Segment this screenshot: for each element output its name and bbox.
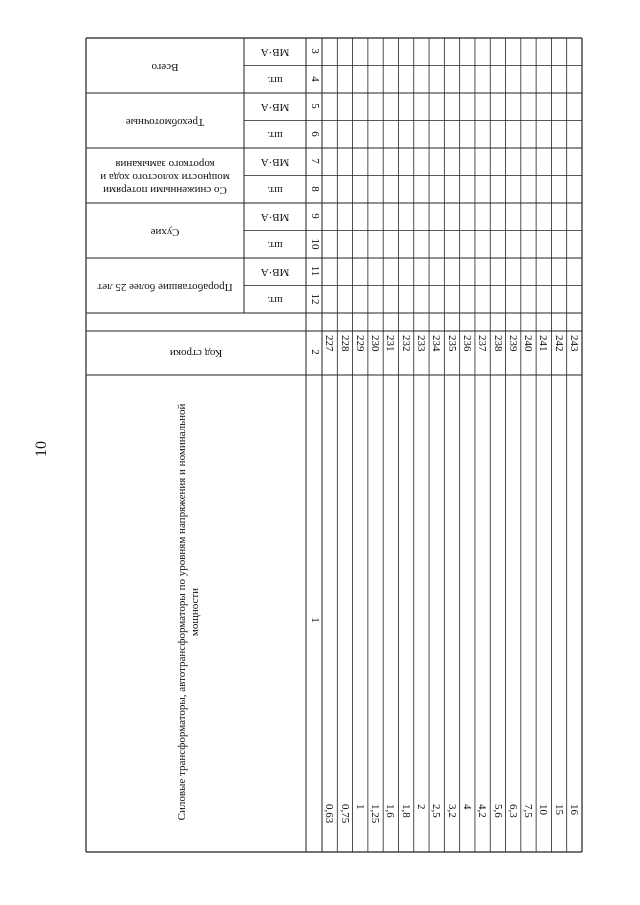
row-code: 232 [399,335,412,352]
row-code: 227 [323,335,336,352]
unit-label: шт. [267,183,283,196]
column-number: 3 [309,48,321,54]
column-number: 11 [309,265,321,277]
row-code: 239 [506,335,519,352]
row-label: 2,5 [430,804,443,818]
row-code: 234 [430,335,443,352]
unit-label: шт. [267,293,283,306]
group-title: Трехобмоточные [125,116,205,128]
row-code: 235 [445,335,458,352]
row-code: 243 [568,335,580,352]
unit-label: шт. [267,238,283,251]
column-number: 2 [309,349,321,355]
column-number: 4 [309,75,321,82]
column-number: 8 [309,185,321,192]
page-number: 10 [33,441,50,457]
column-number: 12 [309,293,321,304]
row-code: 236 [460,335,473,352]
row-code: 231 [384,335,397,352]
row-label: 15 [552,804,565,815]
row-label: 1 [353,804,366,810]
row-code: 229 [353,335,366,352]
unit-label: МВ·А [260,211,290,223]
row-label: 4,2 [476,804,489,818]
column-number: 9 [309,213,321,219]
row-label: 3,2 [445,804,458,818]
group-title: Сухие [150,226,180,238]
row-code: 240 [522,335,535,352]
row-code: 242 [552,335,565,352]
unit-label: МВ·А [260,156,290,168]
row-label: 0,63 [323,804,336,824]
statistics-table [86,38,582,852]
row-code: 238 [491,335,504,352]
unit-label: шт. [267,128,283,141]
column-number: 10 [309,238,321,249]
row-label: 4 [460,804,473,810]
title-column-header: Силовые трансформаторы, автотрансформаторы по уровням напряжения и номинальной мощности [176,403,201,821]
group-title: Проработавшие более 25 лет [97,281,233,293]
unit-label: МВ·А [260,266,290,278]
row-code: 241 [537,335,550,352]
group-title: Со сниженными потерями мощности холостого хода и короткого замыкания [100,158,230,196]
code-column-header: Код строки [169,347,223,359]
row-label: 16 [568,804,580,815]
row-label: 0,75 [338,804,351,824]
unit-label: шт. [267,73,283,86]
column-number: 7 [309,158,321,164]
row-code: 230 [369,335,382,352]
row-code: 228 [338,335,351,352]
unit-label: МВ·А [260,101,290,113]
row-label: 2 [415,804,428,810]
unit-label: МВ·А [260,46,290,58]
column-number: 5 [309,103,321,109]
row-label: 1,8 [399,804,412,818]
row-label: 5,6 [491,804,504,818]
group-title: Всего [151,61,179,73]
row-label: 10 [537,804,550,815]
row-label: 1,25 [369,804,382,824]
row-code: 233 [415,335,428,352]
row-label: 6,3 [506,804,519,818]
row-label: 7,5 [522,804,535,818]
row-code: 237 [476,335,489,352]
column-number: 1 [309,617,321,623]
column-number: 6 [309,130,321,137]
row-label: 1,6 [384,804,397,818]
